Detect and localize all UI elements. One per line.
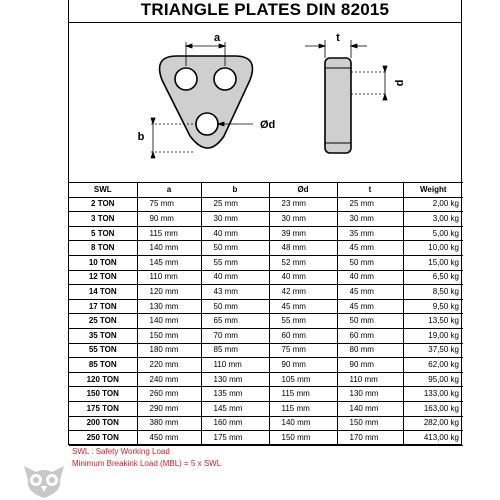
table-row xyxy=(69,285,463,300)
dimension-d-label: d xyxy=(394,79,406,87)
table-cell: 2,00 kg xyxy=(403,197,463,212)
table-cell: 14 TON xyxy=(69,285,137,300)
table-cell: 13,50 kg xyxy=(403,314,463,329)
table-cell: 115 mm xyxy=(137,226,201,241)
table-cell: 140 mm xyxy=(137,241,201,256)
table-cell: 450 mm xyxy=(137,431,201,446)
plate-hole-left xyxy=(175,68,197,90)
table-cell: 110 mm xyxy=(137,270,201,285)
table-cell: 135 mm xyxy=(201,387,269,402)
table-row xyxy=(69,358,463,373)
table-cell: 55 mm xyxy=(201,255,269,270)
table-body xyxy=(69,197,463,445)
footnotes xyxy=(72,446,221,470)
table-cell: 175 mm xyxy=(201,431,269,446)
table-cell: 3 TON xyxy=(69,212,137,227)
table-cell: 50 mm xyxy=(201,299,269,314)
table-row xyxy=(69,401,463,416)
header-weight: Weight xyxy=(403,183,463,198)
table-cell: 35 mm xyxy=(337,226,403,241)
table-cell: 140 mm xyxy=(337,401,403,416)
note-swl: SWL : Safety Working Load xyxy=(72,447,170,456)
table-cell: 40 mm xyxy=(201,226,269,241)
table-row xyxy=(69,255,463,270)
table-cell: 115 mm xyxy=(269,401,337,416)
table-cell: 115 mm xyxy=(269,387,337,402)
dimension-b-label: b xyxy=(137,131,145,143)
table-cell: 175 TON xyxy=(69,401,137,416)
table-row xyxy=(69,226,463,241)
table-row xyxy=(69,416,463,431)
table-cell: 70 mm xyxy=(201,328,269,343)
table-cell: 85 TON xyxy=(69,358,137,373)
table-cell: 200 TON xyxy=(69,416,137,431)
table-cell: 160 mm xyxy=(201,416,269,431)
table-cell: 50 mm xyxy=(201,241,269,256)
table-cell: 25 mm xyxy=(337,197,403,212)
table-cell: 120 TON xyxy=(69,372,137,387)
table-cell: 80 mm xyxy=(337,343,403,358)
table-cell: 220 mm xyxy=(137,358,201,373)
table-cell: 55 mm xyxy=(269,314,337,329)
table-cell: 163,00 kg xyxy=(403,401,463,416)
plate-hole-bottom xyxy=(196,113,218,135)
table-row xyxy=(69,431,463,446)
dimension-od-label: Ød xyxy=(260,119,276,131)
table-cell: 90 mm xyxy=(137,212,201,227)
table-row xyxy=(69,314,463,329)
plate-hole-right xyxy=(214,68,236,90)
table-cell: 145 mm xyxy=(201,401,269,416)
table-row xyxy=(69,299,463,314)
table-cell: 120 mm xyxy=(137,285,201,300)
table-cell: 25 mm xyxy=(201,197,269,212)
table-cell: 8 TON xyxy=(69,241,137,256)
table-cell: 17 TON xyxy=(69,299,137,314)
table-cell: 130 mm xyxy=(337,387,403,402)
table-cell: 65 mm xyxy=(201,314,269,329)
table-cell: 39 mm xyxy=(269,226,337,241)
header-od: Ød xyxy=(269,183,337,198)
table-cell: 150 TON xyxy=(69,387,137,402)
table-cell: 105 mm xyxy=(269,372,337,387)
table-cell: 37,50 kg xyxy=(403,343,463,358)
table-cell: 90 mm xyxy=(269,358,337,373)
table-cell: 45 mm xyxy=(269,299,337,314)
table-cell: 140 mm xyxy=(137,314,201,329)
table-cell: 380 mm xyxy=(137,416,201,431)
page-title: TRIANGLE PLATES DIN 82015 xyxy=(69,0,461,23)
table-cell: 413,00 kg xyxy=(403,431,463,446)
table-row xyxy=(69,343,463,358)
table-cell: 30 mm xyxy=(269,212,337,227)
technical-drawing xyxy=(69,22,461,183)
table-cell: 150 mm xyxy=(337,416,403,431)
table-cell: 50 mm xyxy=(337,314,403,329)
table-cell: 19,00 kg xyxy=(403,328,463,343)
table-cell: 43 mm xyxy=(201,285,269,300)
table-cell: 35 TON xyxy=(69,328,137,343)
table-cell: 30 mm xyxy=(337,212,403,227)
table-cell: 282,00 kg xyxy=(403,416,463,431)
header-swl: SWL xyxy=(69,183,137,198)
dimension-a-label: a xyxy=(213,32,221,44)
note-mbl: Minimum Breakink Load (MBL) = 5 x SWL xyxy=(72,459,222,468)
table-cell: 55 TON xyxy=(69,343,137,358)
table-cell: 250 TON xyxy=(69,431,137,446)
specifications-table xyxy=(69,182,463,446)
table-cell: 75 mm xyxy=(269,343,337,358)
table-cell: 48 mm xyxy=(269,241,337,256)
spec-sheet xyxy=(68,0,462,445)
table-cell: 150 mm xyxy=(137,328,201,343)
table-cell: 240 mm xyxy=(137,372,201,387)
table-cell: 50 mm xyxy=(337,255,403,270)
table-cell: 45 mm xyxy=(337,285,403,300)
table-row xyxy=(69,270,463,285)
table-cell: 23 mm xyxy=(269,197,337,212)
owl-logo-icon xyxy=(22,462,66,500)
table-cell: 10 TON xyxy=(69,255,137,270)
table-cell: 52 mm xyxy=(269,255,337,270)
drawing-svg xyxy=(69,22,463,182)
table-cell: 12 TON xyxy=(69,270,137,285)
table-cell: 145 mm xyxy=(137,255,201,270)
table-cell: 5 TON xyxy=(69,226,137,241)
table-cell: 40 mm xyxy=(269,270,337,285)
table-cell: 10,00 kg xyxy=(403,241,463,256)
table-cell: 133,00 kg xyxy=(403,387,463,402)
table-cell: 60 mm xyxy=(269,328,337,343)
table-cell: 30 mm xyxy=(201,212,269,227)
table-row xyxy=(69,372,463,387)
table-cell: 260 mm xyxy=(137,387,201,402)
table-cell: 42 mm xyxy=(269,285,337,300)
dimension-od xyxy=(217,122,253,126)
table-cell: 45 mm xyxy=(337,241,403,256)
table-cell: 8,50 kg xyxy=(403,285,463,300)
table-cell: 40 mm xyxy=(337,270,403,285)
table-cell: 40 mm xyxy=(201,270,269,285)
table-row xyxy=(69,387,463,402)
table-cell: 170 mm xyxy=(337,431,403,446)
dimension-d xyxy=(351,66,387,100)
table-cell: 45 mm xyxy=(337,299,403,314)
table-cell: 140 mm xyxy=(269,416,337,431)
table-cell: 5,00 kg xyxy=(403,226,463,241)
table-cell: 60 mm xyxy=(337,328,403,343)
table-cell: 9,50 kg xyxy=(403,299,463,314)
header-t: t xyxy=(337,183,403,198)
table-cell: 110 mm xyxy=(337,372,403,387)
table-cell: 75 mm xyxy=(137,197,201,212)
table-cell: 90 mm xyxy=(337,358,403,373)
table-cell: 180 mm xyxy=(137,343,201,358)
table-cell: 25 TON xyxy=(69,314,137,329)
table-cell: 62,00 kg xyxy=(403,358,463,373)
table-row xyxy=(69,197,463,212)
plate-side-view xyxy=(325,58,351,153)
table-cell: 110 mm xyxy=(201,358,269,373)
table-row xyxy=(69,241,463,256)
table-cell: 95,00 kg xyxy=(403,372,463,387)
table-cell: 130 mm xyxy=(137,299,201,314)
table-cell: 6,50 kg xyxy=(403,270,463,285)
table-cell: 2 TON xyxy=(69,197,137,212)
table-cell: 15,00 kg xyxy=(403,255,463,270)
table-cell: 290 mm xyxy=(137,401,201,416)
table-row xyxy=(69,212,463,227)
table-header-row xyxy=(69,183,463,198)
table-cell: 130 mm xyxy=(201,372,269,387)
header-b: b xyxy=(201,183,269,198)
table-cell: 3,00 kg xyxy=(403,212,463,227)
table-row xyxy=(69,328,463,343)
table-cell: 150 mm xyxy=(269,431,337,446)
dimension-t-label: t xyxy=(336,32,340,44)
header-a: a xyxy=(137,183,201,198)
table-cell: 85 mm xyxy=(201,343,269,358)
